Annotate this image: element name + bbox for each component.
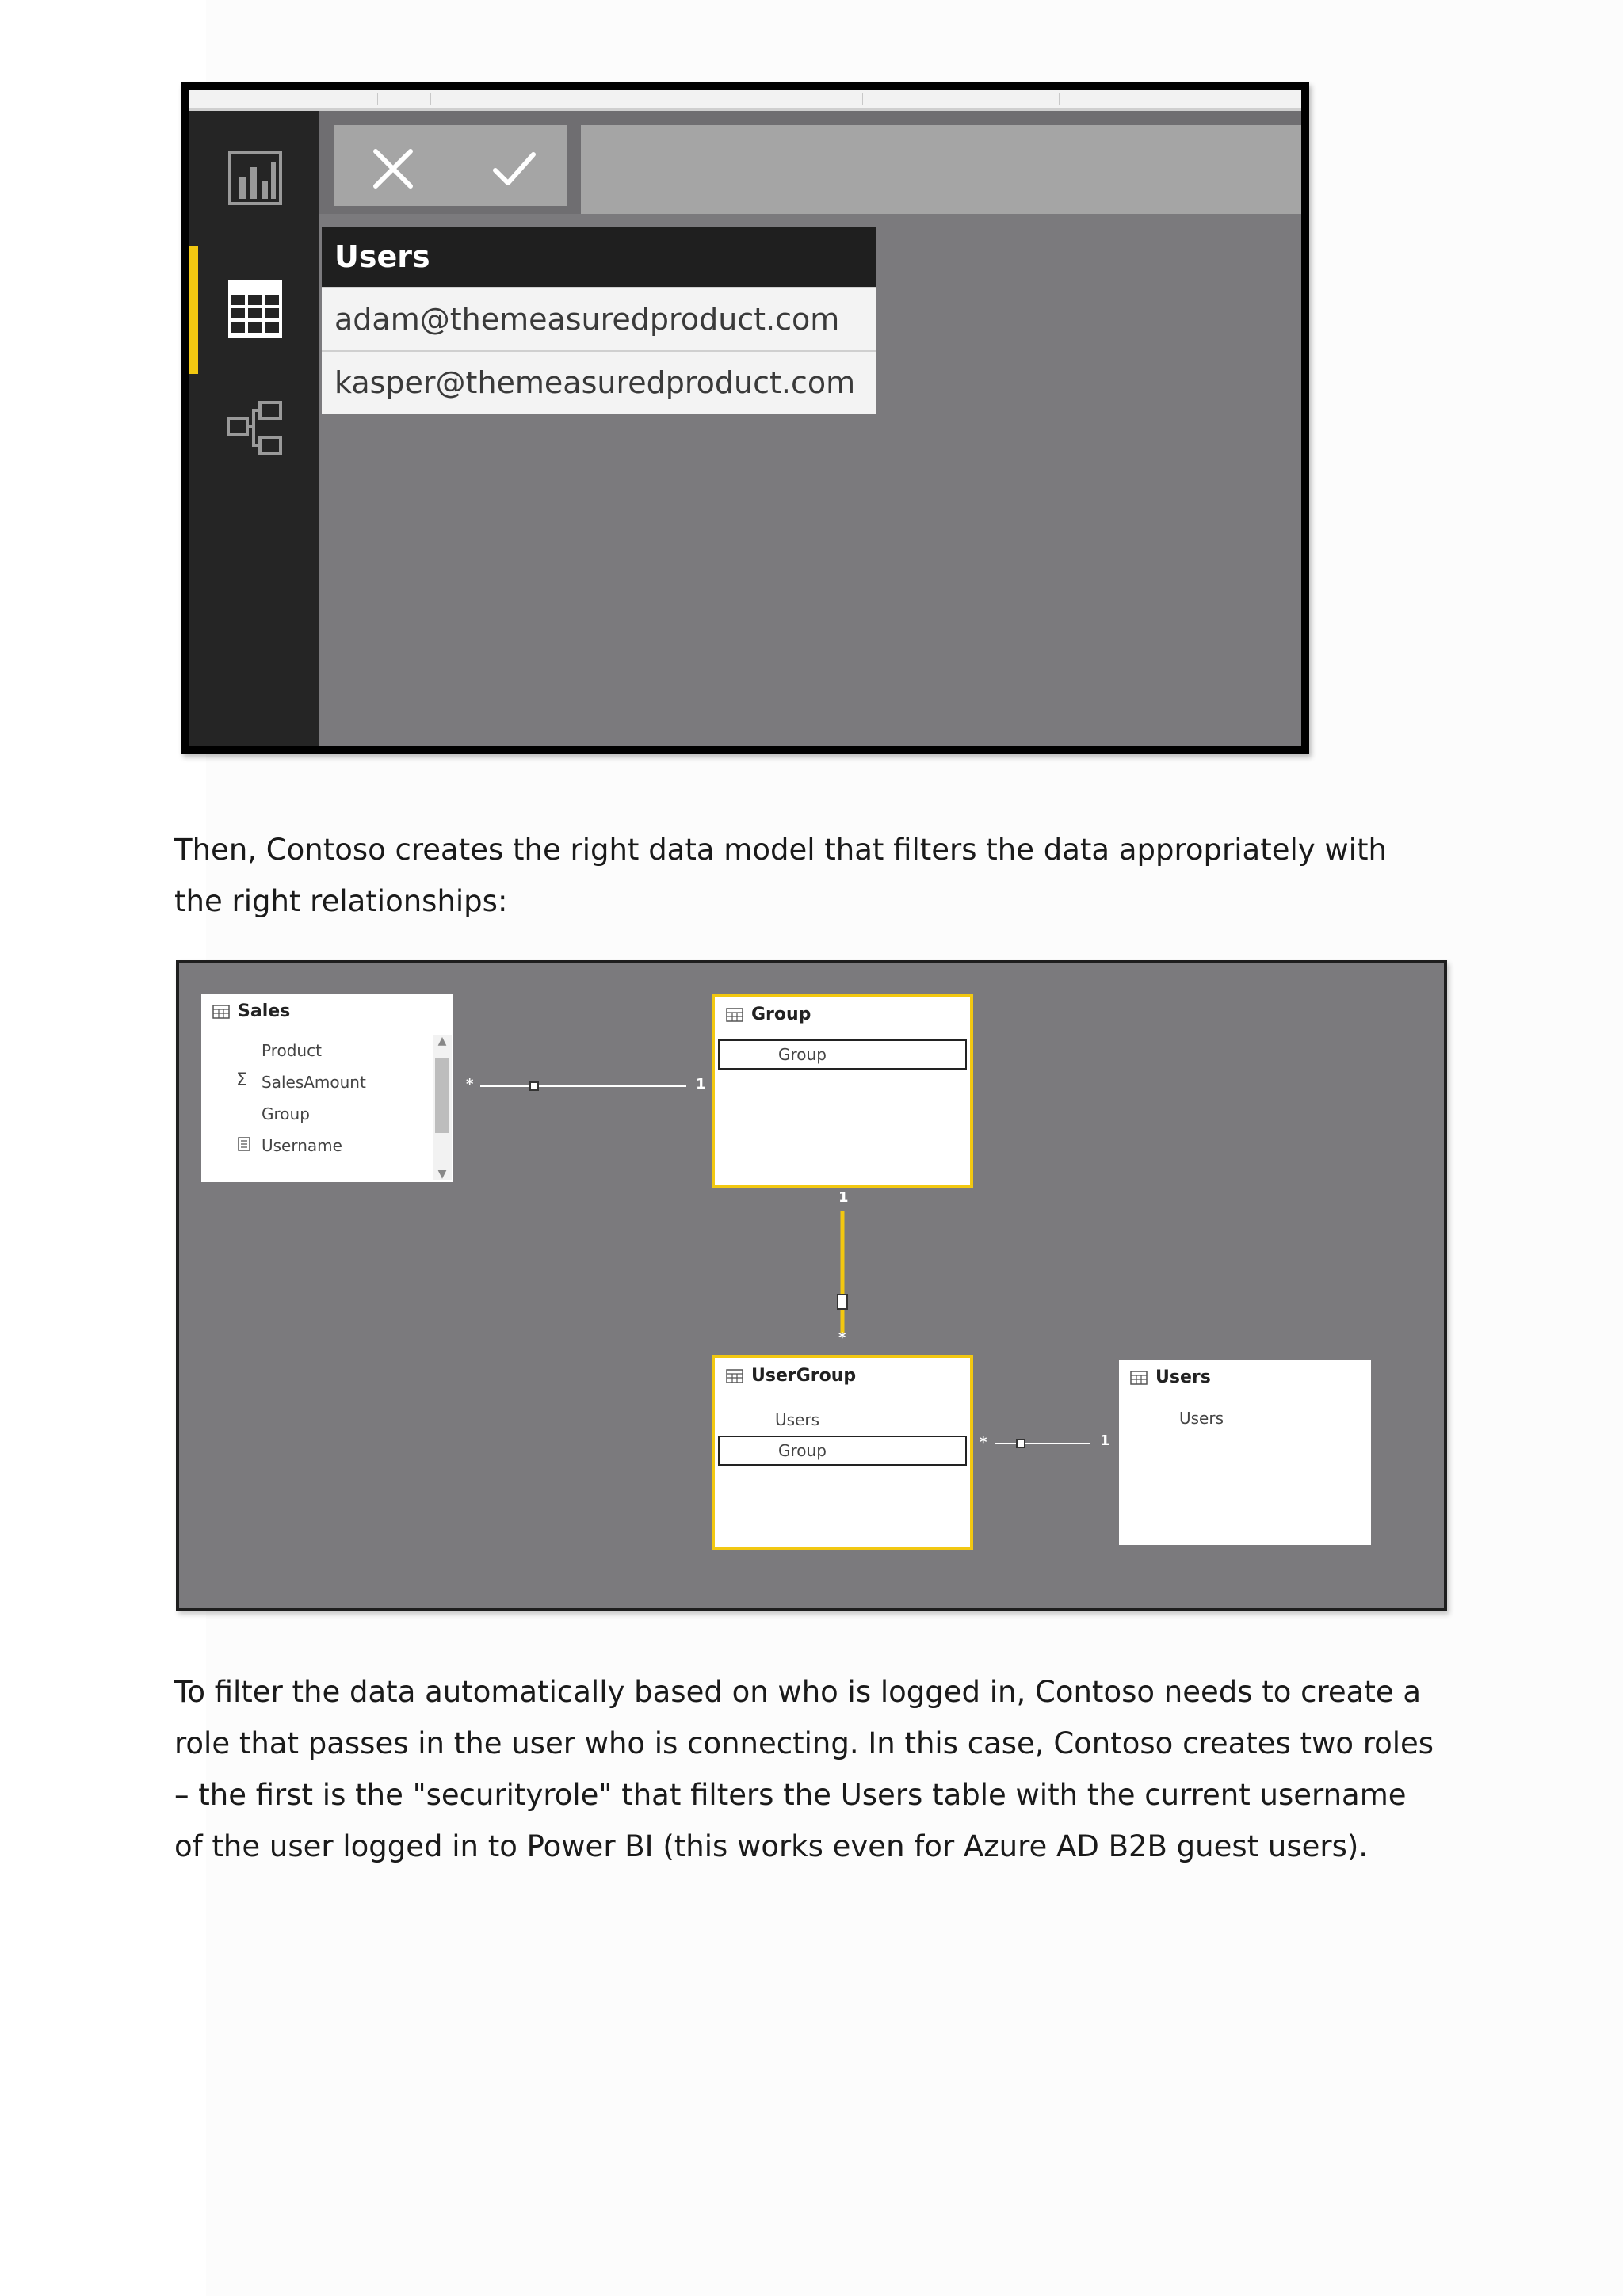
commit-check-icon[interactable] — [491, 145, 538, 193]
table-icon — [726, 1369, 743, 1383]
scrollbar-thumb[interactable] — [435, 1058, 449, 1133]
usergroup-table-name: UserGroup — [751, 1366, 857, 1386]
field-list-scrollbar[interactable] — [433, 1035, 452, 1180]
field-username[interactable]: Username — [262, 1136, 342, 1155]
formula-bar-input[interactable] — [581, 125, 1301, 214]
relationship-handle — [1017, 1440, 1025, 1447]
sales-table-title — [212, 1001, 290, 1021]
formula-toolbar — [319, 111, 1301, 214]
data-view-screenshot — [181, 82, 1309, 754]
data-view-canvas — [189, 90, 1301, 746]
body-paragraph: Then, Contoso creates the right data model that filters the data appropriately with the right relationships: — [174, 833, 1387, 918]
cardinality-one: 1 — [696, 1076, 706, 1093]
sales-table-name: Sales — [238, 1001, 291, 1021]
usergroup-table-card[interactable] — [712, 1355, 973, 1550]
field-salesamount[interactable]: SalesAmount — [262, 1073, 366, 1092]
top-menu-strip — [189, 90, 1301, 111]
field-users[interactable]: Users — [775, 1410, 820, 1429]
view-switcher-rail — [189, 111, 319, 746]
group-table-title — [726, 1005, 811, 1024]
field-group-key[interactable]: Group — [718, 1039, 967, 1070]
formula-button-group — [334, 125, 567, 206]
cardinality-one: 1 — [1100, 1432, 1110, 1449]
field-users-key[interactable]: Users — [1179, 1409, 1224, 1428]
calculated-column-icon — [238, 1137, 250, 1151]
data-view-icon[interactable] — [223, 277, 287, 341]
field-group[interactable]: Group — [262, 1104, 310, 1123]
users-table-title — [1130, 1367, 1211, 1387]
table-icon — [726, 1008, 743, 1022]
relationships-view-icon[interactable] — [223, 396, 287, 460]
scroll-up-icon[interactable]: ▲ — [437, 1035, 447, 1047]
relationships-diagram-screenshot — [176, 960, 1447, 1611]
usergroup-table-title — [726, 1366, 856, 1386]
users-table-card[interactable] — [1119, 1360, 1371, 1545]
strip-divider — [430, 93, 431, 105]
users-table-grid — [322, 227, 876, 414]
cardinality-many: * — [838, 1329, 846, 1346]
table-row[interactable]: adam@themeasuredproduct.com — [322, 287, 876, 350]
table-icon — [1130, 1371, 1148, 1385]
field-product[interactable]: Product — [262, 1041, 322, 1060]
strip-divider — [377, 93, 378, 105]
cardinality-many: * — [980, 1434, 987, 1451]
strip-divider — [862, 93, 863, 105]
cancel-x-icon[interactable] — [369, 145, 417, 193]
sales-table-card[interactable] — [201, 994, 453, 1182]
report-view-icon[interactable] — [223, 147, 287, 210]
strip-divider — [1059, 93, 1060, 105]
column-header-users[interactable]: Users — [322, 227, 876, 287]
relationship-handle — [838, 1295, 847, 1309]
cardinality-many: * — [466, 1076, 474, 1093]
sigma-icon: Σ — [236, 1070, 247, 1090]
body-paragraph: To filter the data automatically based on who is logged in, Contoso needs to create a role that passes in the user who is connecting. In this case, Contoso creates two roles – the first is the "securityrole" that filters the Users table with the current username of the user logged in to Power BI (this works even for Azure AD B2B guest users). — [174, 1675, 1434, 1863]
active-view-indicator — [189, 246, 198, 374]
table-icon — [212, 1005, 230, 1019]
relationship-handle — [530, 1082, 538, 1090]
field-group-fk[interactable]: Group — [718, 1436, 967, 1466]
users-table-name: Users — [1155, 1367, 1211, 1387]
scroll-down-icon[interactable]: ▼ — [437, 1168, 447, 1180]
table-row[interactable]: kasper@themeasuredproduct.com — [322, 350, 876, 414]
cardinality-one: 1 — [838, 1189, 849, 1206]
group-table-card[interactable] — [712, 994, 973, 1188]
group-table-name: Group — [751, 1005, 812, 1024]
